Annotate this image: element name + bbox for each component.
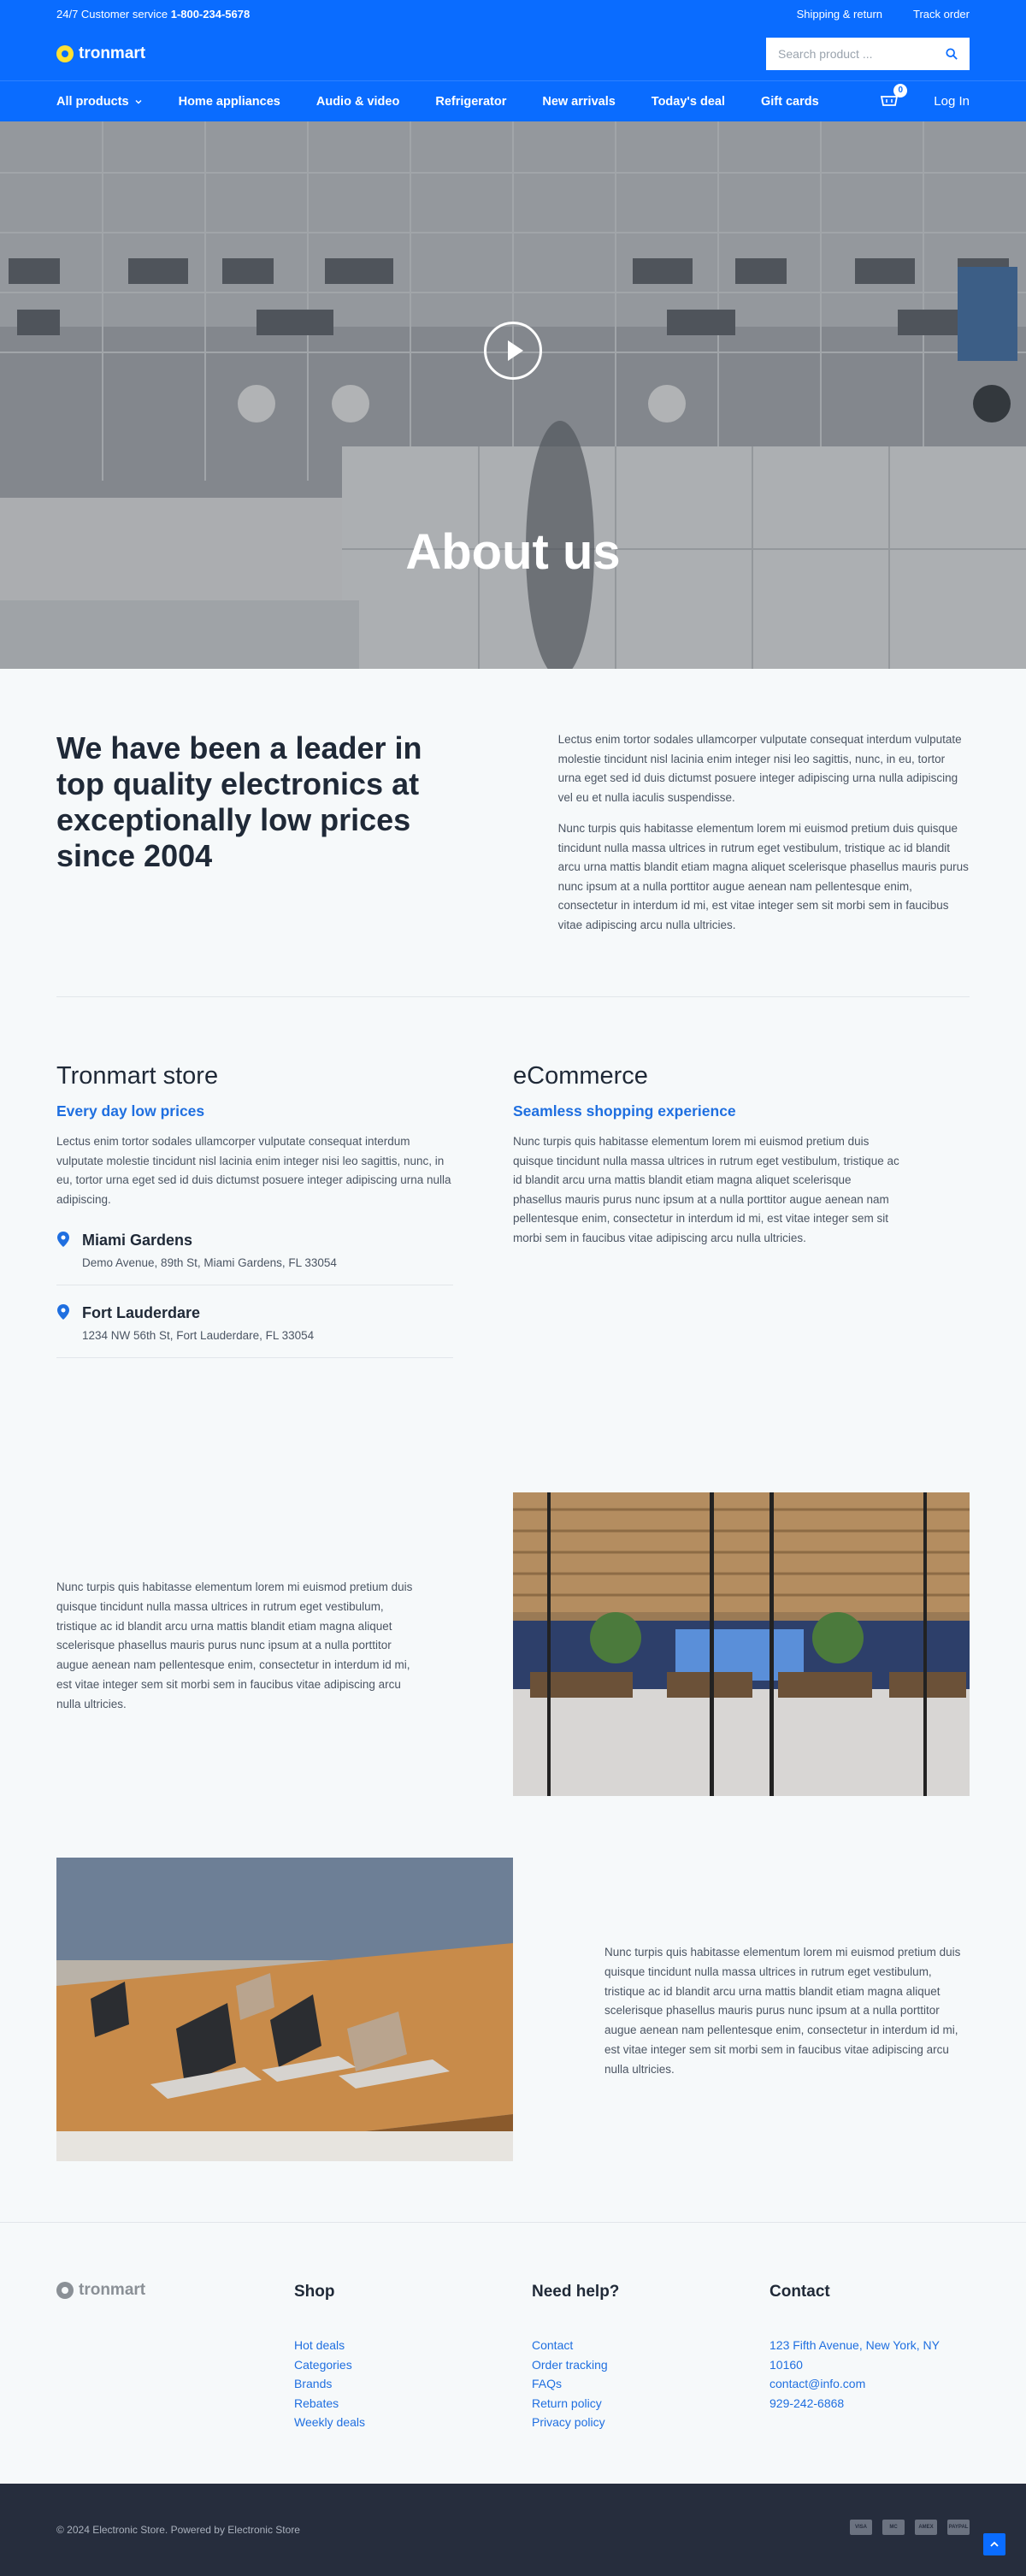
top-bar [0, 0, 1026, 27]
play-video-button[interactable] [484, 322, 542, 380]
bottom-bar [0, 2484, 1026, 2576]
search-placeholder: Search product ... [778, 47, 873, 61]
footer-contact-column [770, 2283, 975, 2413]
logo[interactable] [56, 44, 145, 63]
feature-text: Nunc turpis quis habitasse elementum lorem mi euismod pretium duis quisque tincidunt nulla massa ultrices in rutrum eget vestibulum, tristique ac id blandit arcu urna mattis blandit etiam magna aliquet scelerisque phasellus mauris purus nunc ipsum at a nulla porttitor augue aenean nam pellentesque enim, consectetur in interdum id mi, est vitae integer sem sit morbi sem in faucibus vitae adipiscing arcu nulla ultricies. [56, 1580, 413, 1710]
customer-service-phone[interactable]: 1-800-234-5678 [170, 7, 251, 21]
ecommerce-subtitle: Seamless shopping experience [513, 1102, 736, 1120]
footer-help-title: Need help? [532, 2283, 620, 2301]
search-input[interactable] [766, 38, 970, 70]
nav-gift-cards[interactable]: Gift cards [760, 94, 819, 109]
footer-link[interactable]: Hot deals [294, 2338, 345, 2352]
footer-link[interactable]: Brands [294, 2377, 333, 2390]
intro-section [0, 669, 1026, 996]
track-order-link[interactable]: Track order [913, 7, 970, 21]
footer-help-column [532, 2283, 737, 2432]
ecommerce-text: Nunc turpis quis habitasse elementum lorem mi euismod pretium duis quisque tincidunt nulla massa ultrices in rutrum eget vestibulum, tristique ac id blandit arcu urna mattis blandit etiam magna aliquet scelerisque phasellus mauris purus nunc ipsum at a nulla porttitor augue aenean nam pellentesque enim, consectetur in interdum id mi, est vitae integer sem sit morbi sem in faucibus vitae adipiscing arcu nulla ultricies. [513, 1135, 899, 1244]
copyright: © 2024 Electronic Store. Powered by Electronic Store [56, 2524, 300, 2536]
footer-link[interactable]: Categories [294, 2357, 352, 2372]
laptops-table-image [56, 1858, 513, 2161]
store-subtitle: Every day low prices [56, 1102, 205, 1120]
location-address: 1234 NW 56th St, Fort Lauderdare, FL 33054 [82, 1329, 315, 1342]
footer-link[interactable]: Return policy [532, 2396, 602, 2410]
footer-contact-title: Contact [770, 2283, 830, 2301]
chevron-up-icon [989, 2539, 999, 2549]
mastercard-icon: MC [882, 2520, 905, 2535]
ecommerce-title: eCommerce [513, 1062, 648, 1090]
location-name: Fort Lauderdare [82, 1304, 201, 1321]
footer-logo[interactable] [56, 2281, 145, 2300]
intro-heading: We have been a leader in top quality electronics at exceptionally low prices since 2004 [56, 730, 422, 873]
logo-icon [56, 2282, 74, 2299]
contact-email[interactable]: contact@info.com [770, 2377, 866, 2390]
hero-overlay [0, 121, 1026, 669]
nav-refrigerator[interactable]: Refrigerator [435, 94, 507, 109]
paypal-icon: PAYPAL [947, 2520, 970, 2535]
nav-home-appliances[interactable]: Home appliances [178, 94, 280, 109]
store-column [56, 1062, 453, 1358]
footer-shop-title: Shop [294, 2283, 335, 2301]
store-text: Lectus enim tortor sodales ullamcorper vulputate consequat interdum vulputate molestie tincidunt nisl lacinia enim integer nisi leo sagittis, nunc, in eu, tortor urna eget sed id duis dictumst posuere integer adipiscing urna nulla adipiscing. [56, 1135, 451, 1206]
amex-icon: AMEX [915, 2520, 937, 2535]
feature-block [0, 1492, 1026, 1797]
map-pin-icon [56, 1232, 70, 1247]
location-item [56, 1209, 453, 1285]
nav-all-products[interactable] [56, 95, 143, 109]
login-link[interactable]: Log In [934, 94, 970, 109]
nav-audio-video[interactable]: Audio & video [315, 94, 400, 109]
ecommerce-column [513, 1062, 903, 1358]
intro-paragraph: Nunc turpis quis habitasse elementum lorem mi euismod pretium duis quisque tincidunt nulla massa ultrices in rutrum eget vestibulum, tristique ac id blandit arcu urna mattis blandit etiam magna aliquet scelerisque phasellus mauris purus nunc ipsum at a nulla porttitor augue aenean nam pellentesque enim, consectetur in interdum id mi, est vitae integer sem sit morbi sem in faucibus vitae adipiscing arcu nulla ultricies. [557, 822, 969, 931]
cart-count-badge: 0 [893, 84, 907, 97]
footer-shop-column [294, 2283, 499, 2432]
nav-new-arrivals[interactable]: New arrivals [542, 94, 616, 109]
top-links [797, 8, 970, 21]
cart-button[interactable] [879, 86, 904, 112]
contact-address[interactable]: 123 Fifth Avenue, New York, NY [770, 2338, 940, 2352]
nav-todays-deal[interactable]: Today's deal [651, 94, 725, 109]
location-item [56, 1285, 453, 1358]
footer-link[interactable]: Rebates [294, 2396, 339, 2410]
stores-section [0, 997, 1026, 1358]
shipping-return-link[interactable]: Shipping & return [796, 7, 883, 21]
search-icon[interactable] [946, 48, 958, 60]
map-pin-icon [56, 1304, 70, 1320]
visa-icon: VISA [850, 2520, 872, 2535]
customer-service-label: 24/7 Customer service [56, 7, 168, 21]
logo-text: tronmart [79, 44, 146, 62]
contact-zip[interactable]: 10160 [770, 2357, 803, 2372]
chevron-down-icon [134, 97, 143, 106]
feature-text: Nunc turpis quis habitasse elementum lorem mi euismod pretium duis quisque tincidunt nulla massa ultrices in rutrum eget vestibulum, tristique ac id blandit arcu urna mattis blandit etiam magna aliquet scelerisque phasellus mauris purus nunc ipsum at a nulla porttitor augue aenean nam pellentesque enim, consectetur in interdum id mi, est vitae integer sem sit morbi sem in faucibus vitae adipiscing arcu nulla ultricies. [604, 1946, 961, 2076]
header [0, 27, 1026, 80]
location-address: Demo Avenue, 89th St, Miami Gardens, FL 33054 [82, 1256, 337, 1269]
back-to-top-button[interactable] [983, 2533, 1005, 2555]
footer-link[interactable]: Privacy policy [532, 2415, 605, 2429]
location-name: Miami Gardens [82, 1232, 193, 1249]
logo-icon [56, 45, 74, 62]
main-nav [0, 80, 1026, 121]
payment-icons [850, 2520, 970, 2535]
intro-paragraph: Lectus enim tortor sodales ullamcorper vulputate consequat interdum vulputate molestie tincidunt nisl lacinia enim integer nisi leo sagittis, nunc, in eu, tortor urna eget sed id duis dictumst posuere integer adipiscing urna nulla adipiscing vel eu et nulla iaculis suspendisse. [557, 733, 962, 804]
nav-all-products-label: All products [56, 94, 129, 109]
apple-store-image [513, 1492, 970, 1796]
contact-phone[interactable]: 929-242-6868 [770, 2396, 845, 2410]
footer [0, 2222, 1026, 2484]
page-title: About us [405, 524, 621, 580]
footer-link[interactable]: Order tracking [532, 2357, 608, 2372]
store-title: Tronmart store [56, 1062, 219, 1090]
footer-link[interactable]: FAQs [532, 2377, 563, 2390]
intro-text [558, 730, 970, 935]
customer-service [56, 8, 250, 21]
footer-link[interactable]: Contact [532, 2338, 574, 2352]
feature-block [0, 1858, 1026, 2162]
footer-link[interactable]: Weekly deals [294, 2415, 366, 2429]
hero-banner [0, 121, 1026, 669]
footer-logo-text: tronmart [79, 2281, 146, 2299]
